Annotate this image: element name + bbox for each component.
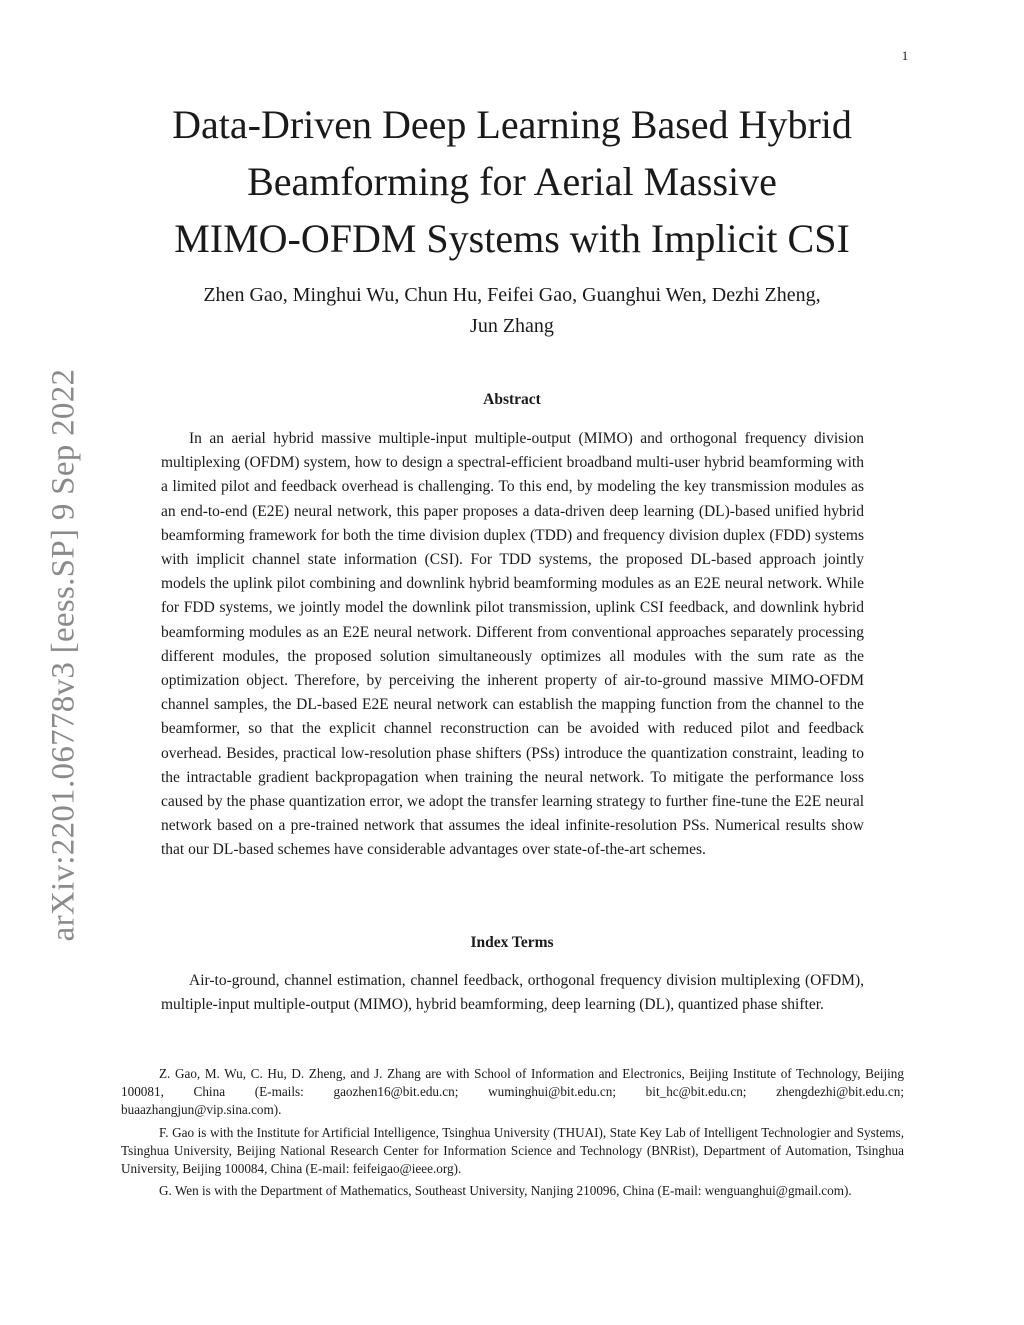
title-line: MIMO-OFDM Systems with Implicit CSI — [174, 216, 850, 261]
footnote: G. Wen is with the Department of Mathematics, Southeast University, Nanjing 210096, China (E-mail: wenguanghui@gmail.com). — [159, 1183, 852, 1199]
abstract-text: In an aerial hybrid massive multiple-input multiple-output (MIMO) and orthogonal frequency division multiplexing (OFDM) system, how to design a spectral-efficient broadband multi-user hybrid beamforming with a limited pilot and feedback overhead is challenging. To this end, by modeling the key transmission modules as an end-to-end (E2E) neural network, this paper proposes a data-driven deep learning (DL)-based unified hybrid beamforming framework for both the time division duplex (TDD) and frequency division duplex (FDD) systems with implicit channel state information (CSI). For TDD systems, the proposed DL-based approach jointly models the uplink pilot combining and downlink hybrid beamforming modules as an E2E neural network. While for FDD systems, we jointly model the downlink pilot transmission, uplink CSI feedback, and downlink hybrid beamforming modules as an E2E neural network. Different from conventional approaches separately processing different modules, the proposed solution simultaneously optimizes all modules with the sum rate as the optimization object. Therefore, by perceiving the inherent property of air-to-ground massive MIMO-OFDM channel samples, the DL-based E2E neural network can establish the mapping function from the channel to the beamformer, so that the explicit channel reconstruction can be avoided with reduced pilot and feedback overhead. Besides, practical low-resolution phase shifters (PSs) introduce the quantization constraint, leading to the intractable gradient backpropagation when training the neural network. To mitigate the performance loss caused by the phase quantization error, we adopt the transfer learning strategy to further fine-tune the E2E neural network based on a pre-trained network that assumes the ideal infinite-resolution PSs. Numerical results show that our DL-based schemes have considerable advantages over state-of-the-art schemes. — [161, 430, 864, 859]
index-terms-text: Air-to-ground, channel estimation, channel feedback, orthogonal frequency division multiplexing (OFDM), multiple-input multiple-output (MIMO), hybrid beamforming, deep learning (DL), quantized phase shifter. — [161, 972, 864, 1014]
affiliation-footnotes — [121, 1065, 904, 1204]
page-number: 1 — [901, 48, 909, 63]
author-line: Jun Zhang — [470, 315, 554, 337]
title-line: Beamforming for Aerial Massive — [247, 159, 777, 204]
paper-title — [120, 96, 904, 267]
footnote: F. Gao is with the Institute for Artificial Intelligence, Tsinghua University (THUAI), State Key Lab of Intelligent Technologier and Systems, Tsinghua University, Beijing National Research Center for Information Science and Technology (BNRist), Department of Automation, Tsinghua University, Beijing 100084, China (E-mail: feifeigao@ieee.org). — [121, 1124, 904, 1177]
title-line: Data-Driven Deep Learning Based Hybrid — [172, 102, 852, 147]
abstract-heading: Abstract — [483, 391, 541, 408]
author-list — [120, 280, 904, 342]
footnote: Z. Gao, M. Wu, C. Hu, D. Zheng, and J. Zhang are with School of Information and Electronics, Beijing Institute of Technology, Beijing 100081, China (E-mails: gaozhen16@bit.edu.cn; wuminghui@bit.edu.cn; bit_hc@bit.edu.cn; zhengdezhi@bit.edu.cn; buaazhangjun@vip.sina.com). — [121, 1066, 904, 1118]
index-terms-heading: Index Terms — [470, 934, 554, 951]
arxiv-identifier-stamp: arXiv:2201.06778v3 [eess.SP] 9 Sep 2022 — [45, 368, 82, 942]
author-line: Zhen Gao, Minghui Wu, Chun Hu, Feifei Gao, Guanghui Wen, Dezhi Zheng, — [203, 284, 821, 306]
